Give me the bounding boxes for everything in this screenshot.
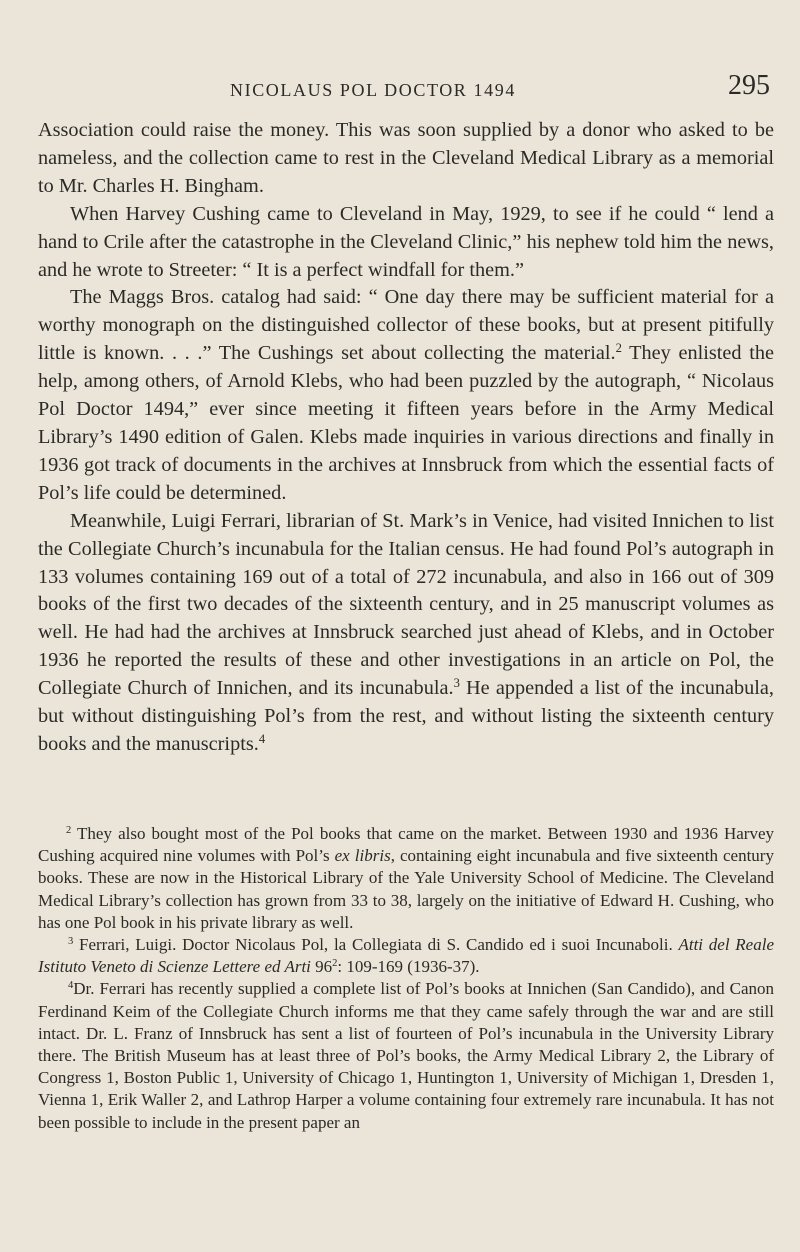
running-head — [0, 70, 800, 106]
body-text — [38, 117, 774, 759]
footnotes — [38, 823, 774, 1134]
footnote-4-mark: 4 — [68, 980, 74, 992]
paragraph-2-text: When Harvey Cushing came to Cleveland in May, 1929, to see if he could “ lend a hand to Crile after the catastrophe in the Cleveland Clinic,” his nephew told him the news, and he wrote to Streeter: “ It is a perfect windfall for them.” — [38, 202, 774, 281]
paragraph-3-text-b: They enlisted the help, among others, of Arnold Klebs, who had been puzzled by the autograph, “ Nicolaus Pol Doctor 1494,” ever since meeting it fifteen years before in the Army Medical Library’s 1490 edition of Galen. Klebs made inquiries in various directions and finally in 1936 got track of documents in the archives at Innsbruck from which the essential facts of Pol’s life could be determined. — [38, 342, 774, 504]
paragraph-3-text-a: The Maggs Bros. catalog had said: “ One day there may be sufficient material for a worthy monograph on the distinguished collector of these books, but at present pitifully little is known. . . .” The Cushings set about collecting the material. — [38, 286, 774, 365]
footnote-2-italic: ex libris — [334, 846, 391, 866]
paragraph-1 — [38, 117, 774, 201]
footnote-3-text-c: : 109-169 (1936-37). — [337, 957, 480, 977]
page-number: 295 — [728, 70, 770, 101]
footnote-3 — [38, 934, 774, 978]
footnote-3-text-a: Ferrari, Luigi. Doctor Nicolaus Pol, la Collegiata di S. Candido ed i suoi Incunaboli. — [73, 935, 679, 955]
footnote-ref-2: 2 — [615, 341, 622, 356]
footnote-3-text-b: 96 — [310, 957, 333, 977]
paragraph-2 — [38, 201, 774, 285]
footnote-ref-3: 3 — [453, 676, 460, 691]
paragraph-3 — [38, 284, 774, 507]
running-title: NICOLAUS POL DOCTOR 1494 — [230, 80, 516, 100]
footnote-2-text-b: , containing eight incunabula and five sixteenth century books. These are now in the Historical Library of the Yale University School of Medicine. The Cleveland Medical Library’s collection has grown from 33 to 38, largely on the initiative of Edward H. Cushing, who has one Pol book in his private library as well. — [38, 846, 774, 932]
footnote-2-mark: 2 — [66, 825, 72, 837]
paragraph-4-text-a: Meanwhile, Luigi Ferrari, librarian of St. Mark’s in Venice, had visited Innichen to list the Collegiate Church’s incunabula for the Italian census. He had found Pol’s autograph in 133 volumes containing 169 out of a total of 272 incunabula, and also in 166 out of 309 books of the first two decades of the sixteenth century, and in 25 manuscript volumes as well. He had had the archives at Innsbruck searched just ahead of Klebs, and in October 1936 he reported the results of these and other investigations in an article on Pol, the Collegiate Church of Innichen, and its incunabula. — [38, 509, 774, 700]
footnote-3-volume-sup: 2 — [332, 958, 338, 970]
footnote-2-text-a: They also bought most of the Pol books that came on the market. Between 1930 and 1936 Harvey Cushing acquired nine volumes with Pol’s — [38, 824, 774, 866]
footnote-4 — [38, 978, 774, 1133]
footnote-3-mark: 3 — [68, 936, 74, 948]
paragraph-4 — [38, 508, 774, 759]
paragraph-1-text: Association could raise the money. This was soon supplied by a donor who asked to be nameless, and the collection came to rest in the Cleveland Medical Library as a memorial to Mr. Charles H. Bingham. — [38, 119, 774, 197]
paragraph-4-text-b: He appended a list of the incunabula, but without distinguishing Pol’s from the rest, and without listing the sixteenth century books and the manuscripts. — [38, 677, 774, 755]
footnote-ref-4: 4 — [258, 732, 266, 747]
footnote-4-text: Dr. Ferrari has recently supplied a complete list of Pol’s books at Innichen (San Candido), and Canon Ferdinand Keim of the Collegiate Church informs me that they came safely through the war and are still intact. Dr. L. Franz of Innsbruck has sent a list of fourteen of Pol’s incunabula in the University Library there. The British Museum has at least three of Pol’s books, the Army Medical Library 2, the Library of Congress 1, Boston Public 1, University of Chicago 1, Huntington 1, University of Michigan 1, Dresden 1, Vienna 1, Erik Waller 2, and Lathrop Harper a volume containing four extremely rare incunabula. It has not been possible to include in the present paper an — [38, 979, 774, 1132]
footnote-2 — [38, 823, 774, 934]
footnote-3-italic: Atti del Reale Istituto Veneto di Scienze Lettere ed Arti — [38, 935, 774, 977]
